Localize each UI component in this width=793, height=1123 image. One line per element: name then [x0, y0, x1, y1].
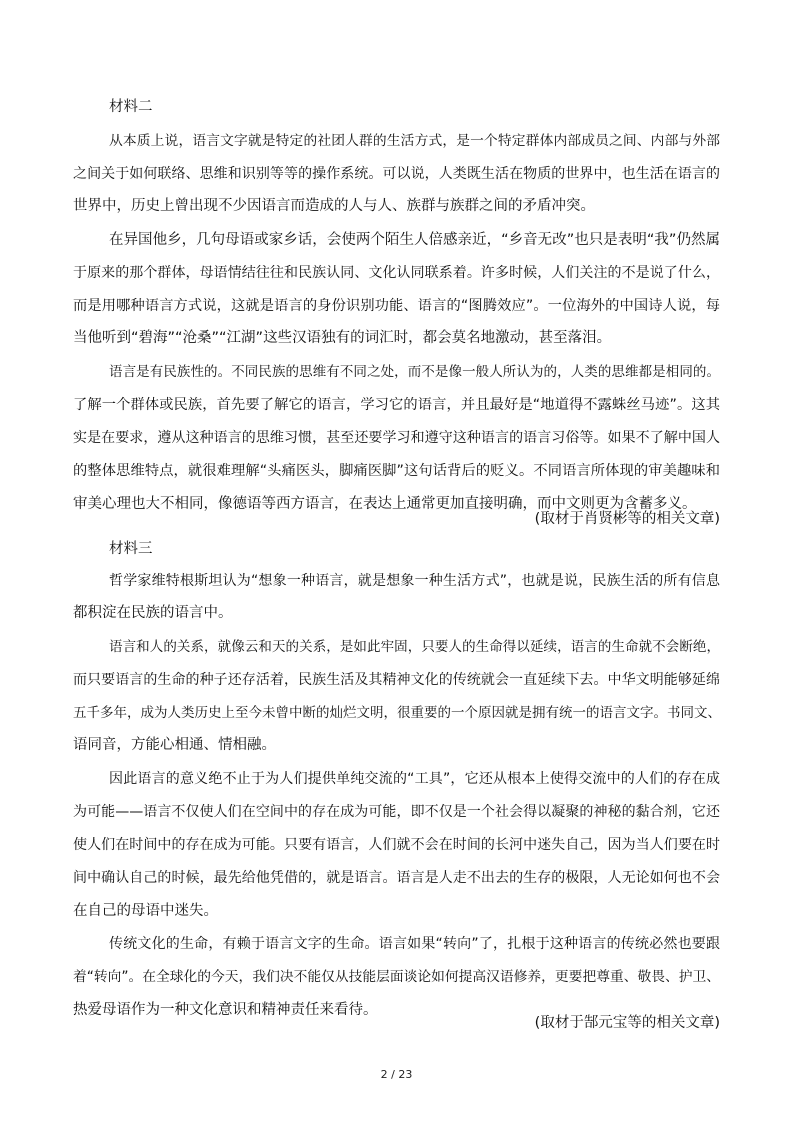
- paragraph-line: 之间关于如何联络、思维和识别等等的操作系统。可以说，人类既生活在物质的世界中，也生活在语言的: [73, 166, 720, 182]
- paragraph-line: 间中确认自己的时候，最先给他凭借的，就是语言。语言是人走不出去的生存的极限，人无论如何也不会: [73, 870, 720, 886]
- paragraph-line: 使人们在时间中的存在成为可能。只要有语言，人们就不会在时间的长河中迷失自己，因为当人们要在时: [73, 837, 720, 853]
- paragraph-line: 审美心理也大不相同，像德语等西方语言，在表达上通常更加直接明确，而中文则更为含蓄多义。: [73, 496, 697, 512]
- paragraph-line: 世界中，历史上曾出现不少因语言而造成的人与人、族群与族群之间的矛盾冲突。: [73, 198, 595, 214]
- paragraph-line: 在异国他乡，几句母语或家乡话，会使两个陌生人倍感亲近，“乡音无改”也只是表明“我”仍然属: [109, 232, 720, 248]
- paragraph-line: 于原来的那个群体，母语情结往往和民族认同、文化认同联系着。许多时候，人们关注的不是说了什么，: [73, 265, 720, 281]
- paragraph-line: 为可能——语言不仅使人们在空间中的存在成为可能，即不仅是一个社会得以凝聚的神秘的黏合剂，它还: [73, 804, 720, 820]
- paragraph-line: 的整体思维特点，就很难理解“头痛医头，脚痛医脚”这句话背后的贬义。不同语言所体现的审美趣味和: [73, 463, 720, 479]
- paragraph-line: 都积淀在民族的语言中。: [73, 605, 233, 621]
- page-number: 2 / 23: [380, 1068, 413, 1081]
- paragraph-line: 语言是有民族性的。不同民族的思维有不同之处，而不是像一般人所认为的，人类的思维都是相同的。: [109, 364, 720, 380]
- paragraph-line: 了解一个群体或民族，首先要了解它的语言，学习它的语言，并且最好是“地道得不露蛛丝马迹”。这其: [73, 397, 720, 413]
- paragraph-line: 哲学家维特根斯坦认为“想象一种语言，就是想象一种生活方式”，也就是说，民族生活的所有信息: [109, 573, 720, 589]
- paragraph-line: 当他听到“碧海”“沧桑”“江湖”这些汉语独有的词汇时，都会莫名地激动，甚至落泪。: [73, 330, 612, 346]
- paragraph-line: 着“转向”。在全球化的今天，我们决不能仅从技能层面谈论如何提高汉语修养，更要把尊重、敬畏、护卫、: [73, 969, 720, 985]
- paragraph-line: 传统文化的生命，有赖于语言文字的生命。语言如果“转向”了，扎根于这种语言的传统必然也要跟: [109, 936, 720, 952]
- paragraph-line: 五千多年，成为人类历史上至今未曾中断的灿烂文明，很重要的一个原因就是拥有统一的语言文字。书同文、: [73, 705, 721, 721]
- paragraph-line: 语言和人的关系，就像云和天的关系，是如此牢固，只要人的生命得以延续，语言的生命就不会断绝，: [109, 639, 720, 655]
- section-heading: 材料三: [109, 541, 153, 557]
- paragraph-line: 而是用哪种语言方式说，这就是语言的身份识别功能、语言的“图腾效应”。一位海外的中国诗人说，每: [73, 298, 720, 314]
- paragraph-line: 语同音，方能心相通、情相融。: [73, 737, 276, 753]
- paragraph-line: 从本质上说，语言文字就是特定的社团人群的生活方式，是一个特定群体内部成员之间、内部与外部: [109, 133, 720, 149]
- section-heading: 材料二: [109, 99, 153, 115]
- paragraph-line: 在自己的母语中迷失。: [73, 903, 218, 919]
- source-citation: (取材于肖贤彬等的相关文章): [534, 511, 720, 527]
- source-citation: (取材于郜元宝等的相关文章): [534, 1015, 720, 1031]
- paragraph-line: 而只要语言的生命的种子还存活着，民族生活及其精神文化的传统就会一直延续下去。中华文明能够延绵: [73, 672, 720, 688]
- paragraph-line: 因此语言的意义绝不止于为人们提供单纯交流的“工具”，它还从根本上使得交流中的人们的存在成: [109, 771, 720, 787]
- paragraph-line: 实是在要求，遵从这种语言的思维习惯，甚至还要学习和遵守这种语言的语言习俗等。如果不了解中国人: [73, 430, 720, 446]
- paragraph-line: 热爱母语作为一种文化意识和精神责任来看待。: [73, 1002, 378, 1018]
